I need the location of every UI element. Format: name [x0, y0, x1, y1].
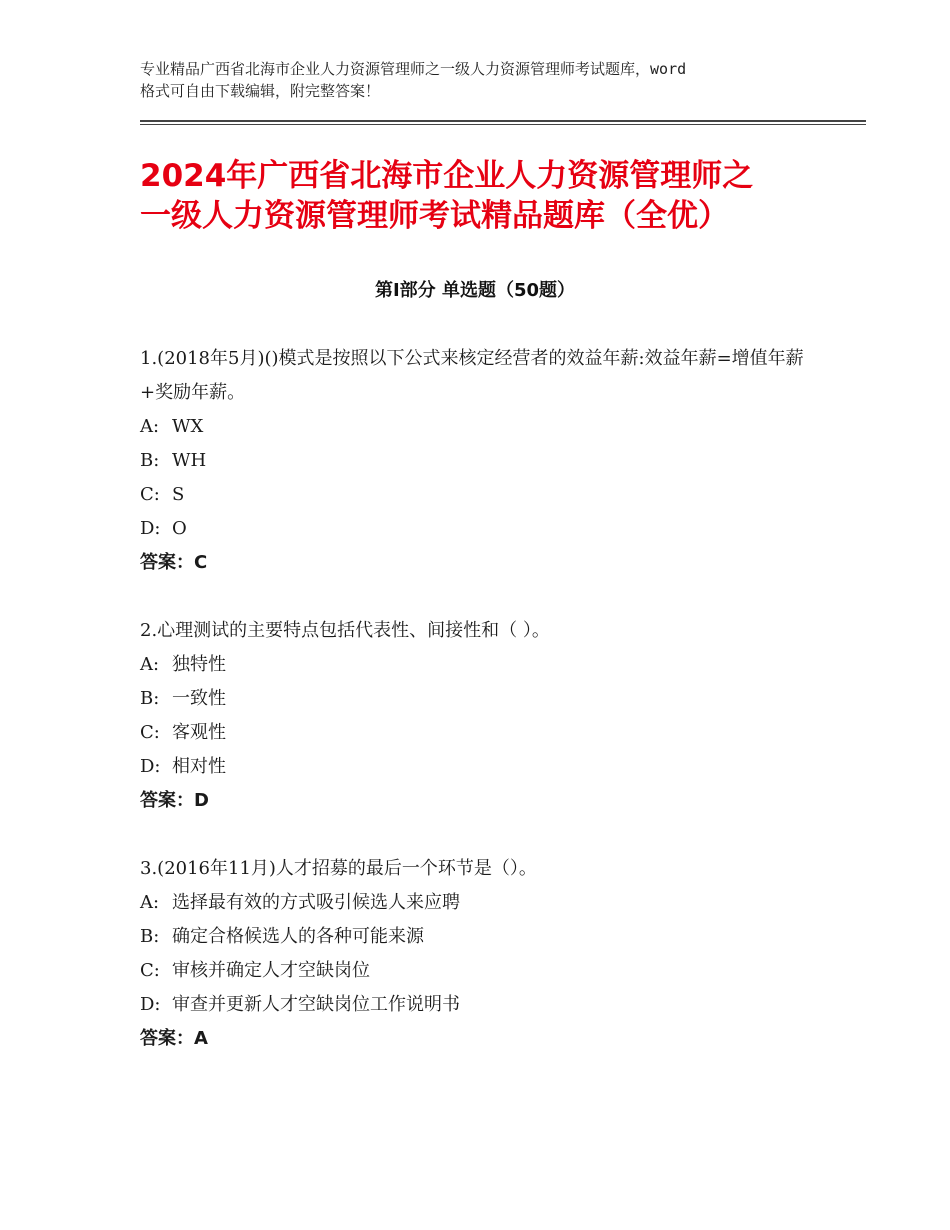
option-text: 审查并更新人才空缺岗位工作说明书 — [172, 994, 460, 1015]
question-3 — [140, 852, 830, 1056]
option-text: 一致性 — [172, 688, 226, 709]
option-letter: C: — [140, 722, 160, 743]
question-1 — [140, 342, 830, 580]
question-option-b — [140, 682, 830, 716]
question-option-a — [140, 886, 830, 920]
question-answer: 答案：C — [140, 552, 208, 573]
option-text: WH — [172, 450, 207, 471]
question-option-a — [140, 410, 830, 444]
document-title-line-1: 2024年广西省北海市企业人力资源管理师之 — [140, 158, 754, 194]
option-letter: A: — [140, 892, 160, 913]
header-note — [140, 58, 830, 102]
option-text: 相对性 — [172, 756, 226, 777]
question-answer: 答案：D — [140, 790, 209, 811]
option-text: WX — [172, 416, 204, 437]
header-divider-thin — [140, 124, 866, 125]
option-text: 确定合格候选人的各种可能来源 — [172, 926, 424, 947]
option-letter: C: — [140, 960, 160, 981]
option-text: 审核并确定人才空缺岗位 — [172, 960, 370, 981]
question-stem: 3.(2016年11月)人才招募的最后一个环节是（）。 — [140, 858, 537, 879]
question-option-c — [140, 954, 830, 988]
question-option-b — [140, 920, 830, 954]
header-divider-thick — [140, 120, 866, 122]
section-title: 第Ⅰ部分 单选题（50题） — [374, 280, 575, 301]
question-option-d — [140, 750, 830, 784]
option-letter: A: — [140, 654, 160, 675]
header-note-line-2: 格式可自由下载编辑，附完整答案！ — [140, 82, 381, 100]
option-letter: B: — [140, 926, 160, 947]
option-letter: C: — [140, 484, 160, 505]
question-option-d — [140, 988, 830, 1022]
option-letter: B: — [140, 688, 160, 709]
option-letter: B: — [140, 450, 160, 471]
question-stem: 1.(2018年5月)()模式是按照以下公式来核定经营者的效益年薪:效益年薪=增值年薪+奖励年薪。 — [140, 348, 804, 403]
option-text: 选择最有效的方式吸引候选人来应聘 — [172, 892, 460, 913]
question-option-b — [140, 444, 830, 478]
option-text: 客观性 — [172, 722, 226, 743]
question-2 — [140, 614, 830, 818]
question-option-c — [140, 478, 830, 512]
question-stem: 2.心理测试的主要特点包括代表性、间接性和（ ）。 — [140, 620, 550, 641]
question-option-d — [140, 512, 830, 546]
option-text: 独特性 — [172, 654, 226, 675]
document-title-line-2: 一级人力资源管理师考试精品题库（全优） — [140, 198, 729, 234]
option-letter: D: — [140, 756, 161, 777]
header-note-line-1: 专业精品广西省北海市企业人力资源管理师之一级人力资源管理师考试题库，word — [140, 60, 687, 78]
question-option-c — [140, 716, 830, 750]
document-title — [140, 156, 840, 236]
question-option-a — [140, 648, 830, 682]
option-text: S — [172, 484, 185, 505]
option-letter: D: — [140, 994, 161, 1015]
option-letter: A: — [140, 416, 160, 437]
option-letter: D: — [140, 518, 161, 539]
question-answer: 答案：A — [140, 1028, 208, 1049]
option-text: O — [172, 518, 187, 539]
